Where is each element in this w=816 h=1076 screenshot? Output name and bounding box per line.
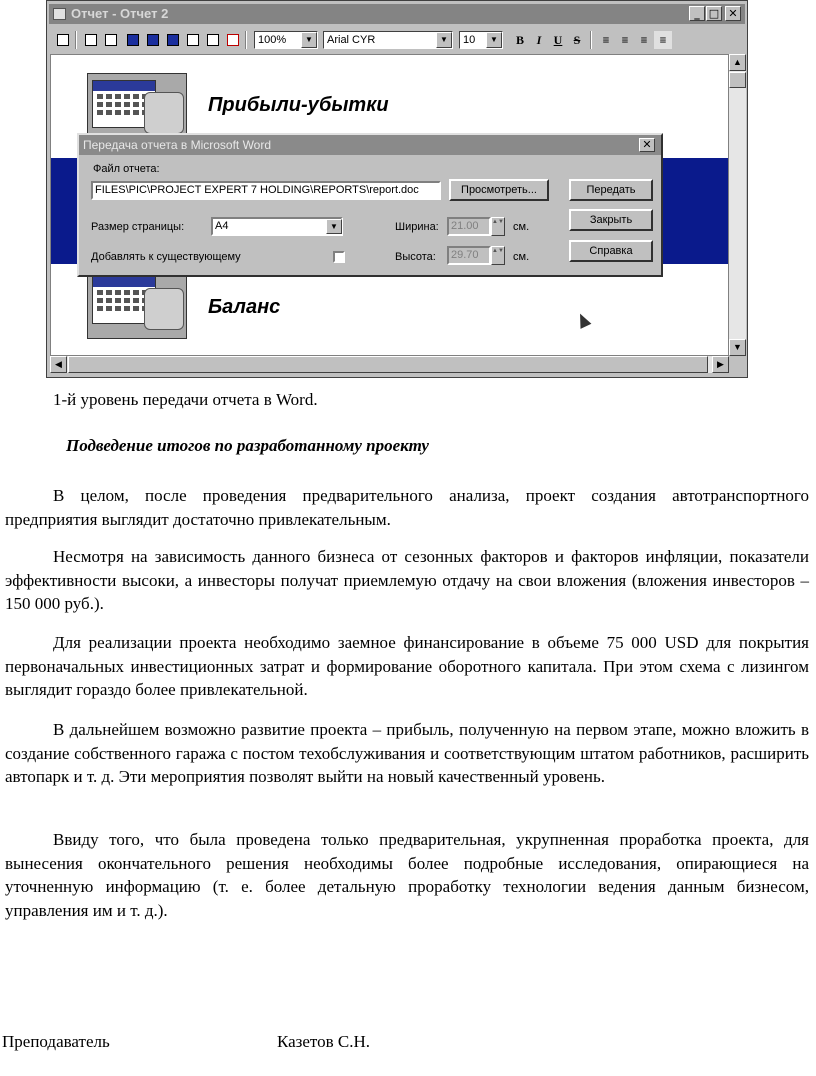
height-spinner-icon[interactable]: ▲▼: [491, 246, 505, 265]
scroll-thumb[interactable]: [68, 356, 708, 373]
file-label: Файл отчета:: [93, 163, 160, 175]
page-size-select[interactable]: [211, 217, 343, 236]
align-right-icon[interactable]: ≡: [640, 33, 648, 47]
scroll-thumb[interactable]: [729, 72, 746, 88]
paragraph: В дальнейшем возможно развитие проекта – прибыль, полученную на первом этапе, можно вложить в создание собственного гаража с постом техобслуживания и соответствующим штатом работников, расширить автопарк и т. д. Эти мероприятия позволят выйти на новый качественный уровень.: [5, 720, 809, 786]
dialog-close-button[interactable]: ✕: [639, 138, 655, 152]
font-size-select[interactable]: [459, 31, 503, 49]
window-titlebar: [49, 4, 745, 24]
bold-button[interactable]: B: [515, 33, 524, 47]
word-export-icon[interactable]: [163, 30, 181, 48]
toolbar-separator: [75, 31, 77, 49]
width-unit: см.: [513, 221, 530, 233]
signature-name: Казетов С.Н.: [277, 1032, 371, 1051]
maximize-button[interactable]: □: [706, 6, 722, 21]
font-size-value: 10: [463, 34, 476, 46]
font-select[interactable]: [323, 31, 453, 49]
vertical-scrollbar[interactable]: [729, 54, 746, 356]
scroll-left-icon[interactable]: ◀: [50, 356, 67, 373]
report-item-title[interactable]: Баланс: [208, 296, 281, 318]
chevron-down-icon[interactable]: ▼: [436, 32, 452, 48]
page-size-label: Размер страницы:: [91, 221, 185, 233]
align-justify-icon[interactable]: ≡: [654, 31, 672, 49]
chart-icon[interactable]: [183, 30, 201, 48]
toolbar: [49, 26, 745, 53]
check-icon[interactable]: [203, 30, 221, 48]
append-checkbox[interactable]: [333, 251, 345, 263]
underline-button[interactable]: U: [553, 33, 563, 47]
signature-role: Преподаватель: [2, 1032, 110, 1051]
height-label: Высота:: [395, 251, 436, 263]
width-label: Ширина:: [395, 221, 439, 233]
zoom-value: 100%: [258, 34, 287, 46]
toolbar-separator: [590, 31, 592, 49]
table-icon[interactable]: [101, 30, 119, 48]
delete-icon[interactable]: [223, 30, 241, 48]
width-spinner-icon[interactable]: ▲▼: [491, 217, 505, 236]
toolbar-separator: [245, 31, 247, 49]
paragraph: Несмотря на зависимость данного бизнеса от сезонных факторов и факторов инфляции, показатели эффективности высоки, а инвесторы получат приемлемую отдачу на свои вложения (вложения инвесторов – 150 000 руб.).: [5, 547, 809, 613]
close-window-button[interactable]: ✕: [725, 6, 741, 21]
minimize-button[interactable]: _: [689, 6, 705, 21]
page-size-value: A4: [215, 220, 229, 232]
horizontal-scrollbar[interactable]: [50, 356, 729, 373]
file-path-field[interactable]: FILES\PIC\PROJECT EXPERT 7 HOLDING\REPORTS\report.doc: [91, 181, 441, 200]
send-icon[interactable]: [143, 30, 161, 48]
export-icon[interactable]: [123, 30, 141, 48]
align-center-icon[interactable]: ≡: [621, 33, 629, 47]
close-button[interactable]: Закрыть: [569, 209, 653, 231]
chevron-down-icon[interactable]: ▼: [326, 219, 342, 234]
browse-button[interactable]: Просмотреть...: [449, 179, 549, 201]
width-field[interactable]: 21.00: [447, 217, 491, 236]
copy-icon[interactable]: [53, 30, 71, 48]
transfer-button[interactable]: Передать: [569, 179, 653, 201]
word-export-dialog: [77, 133, 663, 277]
height-unit: см.: [513, 251, 530, 263]
report-item-icon[interactable]: [87, 269, 187, 339]
font-value: Arial CYR: [327, 34, 376, 46]
paragraph: В целом, после проведения предварительного анализа, проект создания автотранспортного предприятия выглядит достаточно привлекательным.: [5, 486, 809, 529]
help-button[interactable]: Справка: [569, 240, 653, 262]
height-field[interactable]: 29.70: [447, 246, 491, 265]
mouse-cursor-icon: [575, 311, 592, 329]
app-icon: [53, 8, 66, 20]
window-title: Отчет - Отчет 2: [71, 6, 169, 21]
report-item-title[interactable]: Прибыли-убытки: [208, 94, 389, 116]
paragraph: Для реализации проекта необходимо заемное финансирование в объеме 75 000 USD для покрытия первоначальных инвестиционных затрат и формирование оборотного капитала. При этом схема с лизингом выглядит гораздо более привлекательной.: [5, 633, 809, 699]
append-label: Добавлять к существующему: [91, 251, 241, 263]
italic-button[interactable]: I: [536, 33, 542, 47]
chevron-down-icon[interactable]: ▼: [486, 32, 502, 48]
scroll-up-icon[interactable]: ▲: [729, 54, 746, 71]
scroll-right-icon[interactable]: ▶: [712, 356, 729, 373]
chevron-down-icon[interactable]: ▼: [301, 32, 317, 48]
dialog-title: Передача отчета в Microsoft Word: [79, 135, 661, 155]
align-left-icon[interactable]: ≡: [602, 33, 610, 47]
strike-button[interactable]: S: [573, 33, 581, 47]
zoom-select[interactable]: [254, 31, 318, 49]
report-icon[interactable]: [81, 30, 99, 48]
scroll-down-icon[interactable]: ▼: [729, 339, 746, 356]
section-heading: Подведение итогов по разработанному проекту: [66, 436, 429, 455]
figure-caption: 1-й уровень передачи отчета в Word.: [53, 390, 318, 409]
paragraph: Ввиду того, что была проведена только предварительная, укрупненная проработка проекта, для вынесения окончательного решения необходимы более подробные исследования, опирающиеся на уточненную информацию (т. е. более детальную проработку технологии ведения данным бизнесом, управления им и т. д.).: [5, 830, 809, 920]
